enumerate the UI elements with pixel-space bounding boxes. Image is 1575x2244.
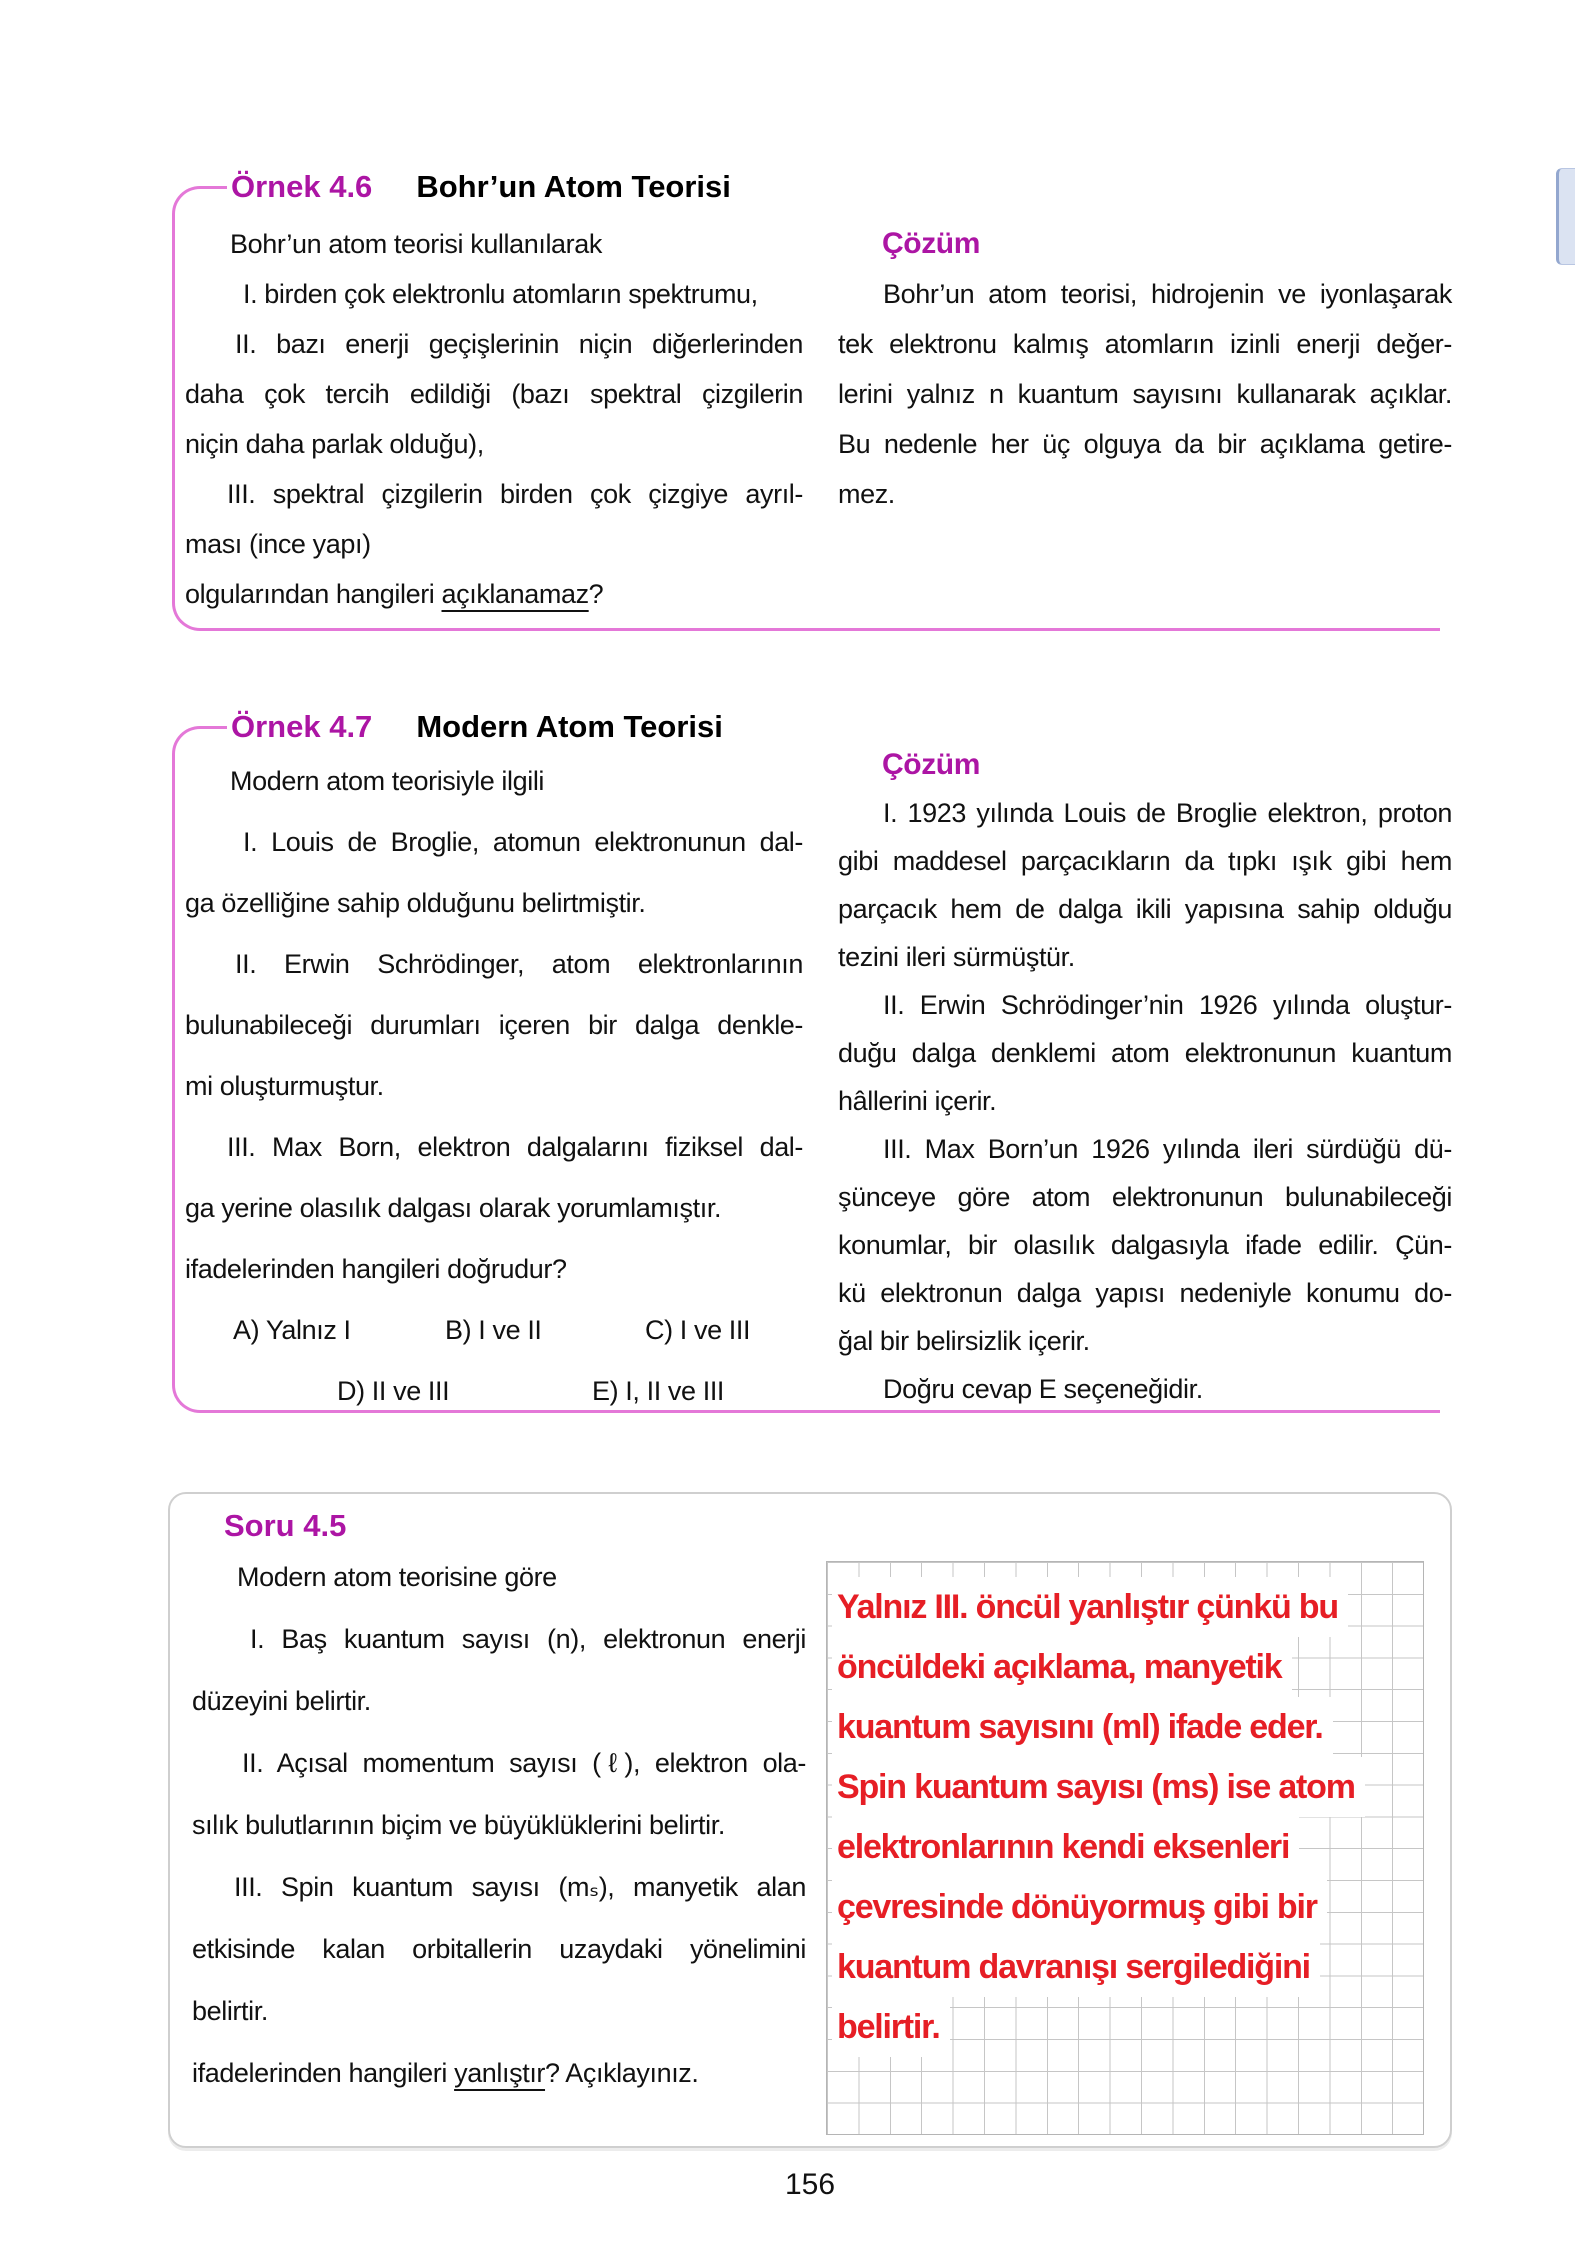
text-line: mez. [838,479,895,509]
text-line: şünceye göre atom elektronunun bulunabileceği [838,1182,1452,1212]
text-line: II. Erwin Schrödinger’nin 1926 yılında oluştur- [883,990,1452,1020]
example-4-7-heading [231,709,723,745]
solution-answer-line [838,1365,1452,1413]
text-line: kü elektronun dalga yapısı nedeniyle konumu do- [838,1278,1452,1308]
text-line: çevresinde dönüyormuş gibi bir [832,1877,1327,1937]
example-4-7-question-column [185,751,803,1422]
example-4-6-question-column [185,219,803,619]
question-intro-line: Modern atom teorisine göre [237,1562,557,1592]
text-line: III. Max Born, elektron dalgalarını fiziksel dal- [227,1132,803,1162]
answer-option: A) Yalnız I [233,1315,351,1345]
example-4-6-title: Bohr’un Atom Teorisi [416,169,731,204]
text-line: I. birden çok elektronlu atomların spektrumu, [243,279,758,309]
question-intro-line: Bohr’un atom teorisi kullanılarak [230,229,602,259]
question-item-II [185,934,803,1117]
closing-suffix: ? Açıklayınız. [545,2058,699,2088]
closing-prefix: olgularından hangileri [185,579,442,609]
text-line: öncüldeki açıklama, manyetik [832,1637,1292,1697]
text-line: sılık bulutlarının biçim ve büyüklüklerini belirtir. [192,1810,725,1840]
answer-option: D) II ve III [337,1376,450,1406]
solution-paragraph-I [838,789,1452,981]
text-line: ğal bir belirsizlik içerir. [838,1326,1090,1356]
text-line: Spin kuantum sayısı (ms) ise atom [832,1757,1365,1817]
solution-paragraph-III [838,1125,1452,1365]
text-line: etkisinde kalan orbitallerin uzaydaki yönelimini [192,1934,806,1964]
question-item-I [185,269,803,319]
text-line: Doğru cevap E seçeneğidir. [883,1374,1203,1404]
text-line: I. Baş kuantum sayısı (n), elektronun enerji [250,1624,806,1654]
example-4-7-solution-column [838,741,1452,1413]
text-line: lerini yalnız n kuantum sayısını kullanarak açıklar. [838,379,1452,409]
solution-heading: Çözüm [882,748,980,781]
question-item-I [185,812,803,934]
question-item-I [192,1608,806,1732]
question-items [192,1608,806,2042]
text-line: mi oluşturmuştur. [185,1071,384,1101]
question-item-III [185,469,803,569]
text-line: elektronlarının kendi eksenleri [832,1817,1299,1877]
text-line: konumlar, bir olasılık dalgasıyla ifade edilir. Çün- [838,1230,1452,1260]
question-4-5-label: Soru 4.5 [224,1508,347,1543]
text-line: ga yerine olasılık dalgası olarak yorumlamıştır. [185,1193,722,1223]
solution-paragraph [838,269,1452,519]
chapter-edge-tab [1556,168,1575,265]
text-line: hâllerini içerir. [838,1086,997,1116]
text-line: III. spektral çizgilerin birden çok çizgiye ayrıl- [227,479,803,509]
example-4-7-title: Modern Atom Teorisi [416,709,723,744]
question-intro-line: Modern atom teorisiyle ilgili [230,766,545,796]
answer-options-row-2 [185,1361,803,1422]
text-line: I. 1923 yılında Louis de Broglie elektron, proton [883,798,1452,828]
text-line: III. Spin kuantum sayısı (mₛ), manyetik alan [234,1872,806,1902]
closing-underlined-word: yanlıştır [454,2058,546,2088]
text-line: kuantum sayısını (ml) ifade eder. [832,1697,1333,1757]
text-line: Yalnız III. öncül yanlıştır çünkü bu [832,1577,1348,1637]
text-line: I. Louis de Broglie, atomun elektronunun dal- [243,827,803,857]
text-line: gibi maddesel parçacıkların da tıpkı ışık gibi hem [838,846,1452,876]
example-box-4-7 [172,709,1452,1413]
closing-suffix: ? [588,579,604,609]
text-line: ga özelliğine sahip olduğunu belirtmiştir. [185,888,646,918]
question-item-II [185,319,803,469]
question-closing: ifadelerinden hangileri doğrudur? [185,1254,567,1284]
text-line: duğu dalga denklemi atom elektronunun kuantum [838,1038,1452,1068]
example-4-6-label: Örnek 4.6 [231,169,373,204]
solution-paragraph-II [838,981,1452,1125]
question-item-II [192,1732,806,1856]
question-closing [185,569,803,619]
question-item-III [185,1117,803,1239]
text-line: Bohr’un atom teorisi, hidrojenin ve iyonlaşarak [883,279,1452,309]
text-line: II. Erwin Schrödinger, atom elektronlarının [235,949,803,979]
question-closing [192,2042,806,2104]
text-line: belirtir. [832,1997,950,2057]
question-intro [185,751,803,812]
text-line: bulunabileceği durumları içeren bir dalga denkle- [185,1010,803,1040]
text-line: III. Max Born’un 1926 yılında ileri sürdüğü dü- [883,1134,1452,1164]
closing-underlined-word: açıklanamaz [441,579,589,609]
text-line: Bu nedenle her üç olguya da bir açıklama getire- [838,429,1452,459]
answer-option: B) I ve II [445,1315,542,1345]
text-line: ması (ince yapı) [185,529,371,559]
question-intro [192,1546,806,1608]
text-line: belirtir. [192,1996,268,2026]
text-line: parçacık hem de dalga ikili yapısına sahip olduğu [838,894,1452,924]
question-items [185,812,803,1239]
text-line: düzeyini belirtir. [192,1686,371,1716]
text-line: daha çok tercih edildiği (bazı spektral çizgilerin [185,379,803,409]
text-line: tezini ileri sürmüştür. [838,942,1075,972]
example-4-6-heading [231,169,731,205]
example-4-7-label: Örnek 4.7 [231,709,373,744]
question-intro [185,219,803,269]
answer-option: E) I, II ve III [592,1376,725,1406]
question-items [185,269,803,569]
question-4-5-text-column [192,1546,806,2104]
answer-options-row-1 [185,1300,803,1361]
text-line: niçin daha parlak olduğu), [185,429,484,459]
question-box-4-5 [168,1492,1452,2148]
text-line: II. Açısal momentum sayısı (ℓ), elektron ola- [242,1748,806,1778]
graph-paper-answer-area [826,1561,1424,2135]
example-4-6-solution-column [838,219,1452,519]
closing-prefix: ifadelerinden hangileri [192,2058,455,2088]
text-line: kuantum davranışı sergilediğini [832,1937,1320,1997]
solution-heading: Çözüm [882,227,980,260]
text-line: tek elektronu kalmış atomların izinli enerji değer- [838,329,1452,359]
text-line: II. bazı enerji geçişlerinin niçin diğerlerinden [235,329,803,359]
page-number: 156 [784,2168,836,2201]
example-box-4-6 [172,169,1452,631]
handwritten-answer [832,1577,1365,2057]
answer-option: C) I ve III [645,1315,751,1345]
question-item-III [192,1856,806,2042]
